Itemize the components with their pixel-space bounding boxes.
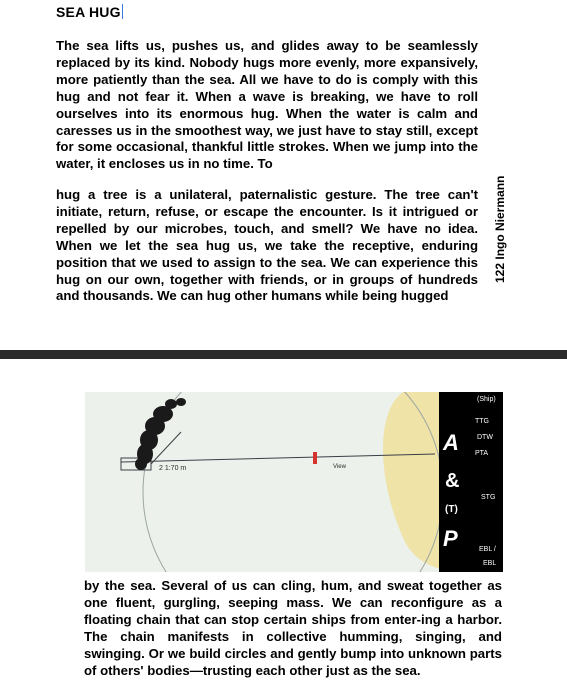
red-marker: [313, 452, 317, 464]
body-paragraph-3: by the sea. Several of us can cling, hum, and sweat together as one fluent, gurgling, seeping mass. We can reconfigure as a floating chain that can stop certain ships from enter-ing a harbor. The chain manifests in collective humming, singing, and swinging. Or we build circles and gently bump into unknown parts of others' bodies—trusting each other just as the sea.: [84, 578, 502, 678]
panel-ttg: TTG: [475, 418, 489, 425]
panel-ebl-2: EBL: [483, 560, 497, 567]
image-labels: [159, 464, 347, 472]
panel-ebl-1: EBL /: [479, 546, 496, 553]
page-number-author: 122 Ingo Niermann: [493, 175, 507, 283]
panel-a: A: [443, 430, 459, 455]
view-label: View: [333, 464, 346, 470]
distance-label: 2 1:70 m: [159, 465, 187, 472]
panel-pta: PTA: [475, 450, 489, 457]
dark-cluster: [135, 398, 186, 470]
body-paragraph-2: hug a tree is a unilateral, paternalistic gesture. The tree can't initiate, return, refuse, or escape the encounter. Is it intrigued or repelled by our microbes, touch, and smell? We have no idea. When we let the sea hug us, we take the receptive, enduring position that we used to assign to the sea. We can experience this hug on our own, together with friends, or in groups of hundreds and thousands. We can hug other humans while being hugged: [56, 187, 478, 304]
body-paragraph-1: The sea lifts us, pushes us, and glides away to be seamlessly replaced by its kind. Nobody hugs more evenly, more expansively, more patiently than the sea. All we have to do is comply with this hug and not fear it. When a wave is breaking, we have to roll ourselves into its enormous hug. When the water is calm and caresses us in the smoothest way, we just have to stay still, except for some occasional, thankful little strokes. When we jump into the water, it encloses us in no time. To: [56, 38, 478, 172]
panel-p: P: [443, 526, 458, 551]
panel-ampersand: &: [445, 470, 460, 492]
panel-ship: (Ship): [477, 396, 496, 403]
page-title: SEA HUG: [56, 4, 121, 20]
panel-stg: STG: [481, 494, 496, 501]
text-cursor: [122, 4, 123, 19]
page-divider: [0, 350, 567, 359]
radar-panel: [439, 392, 503, 572]
panel-t: (T): [445, 504, 458, 515]
panel-dtw: DTW: [477, 434, 493, 441]
